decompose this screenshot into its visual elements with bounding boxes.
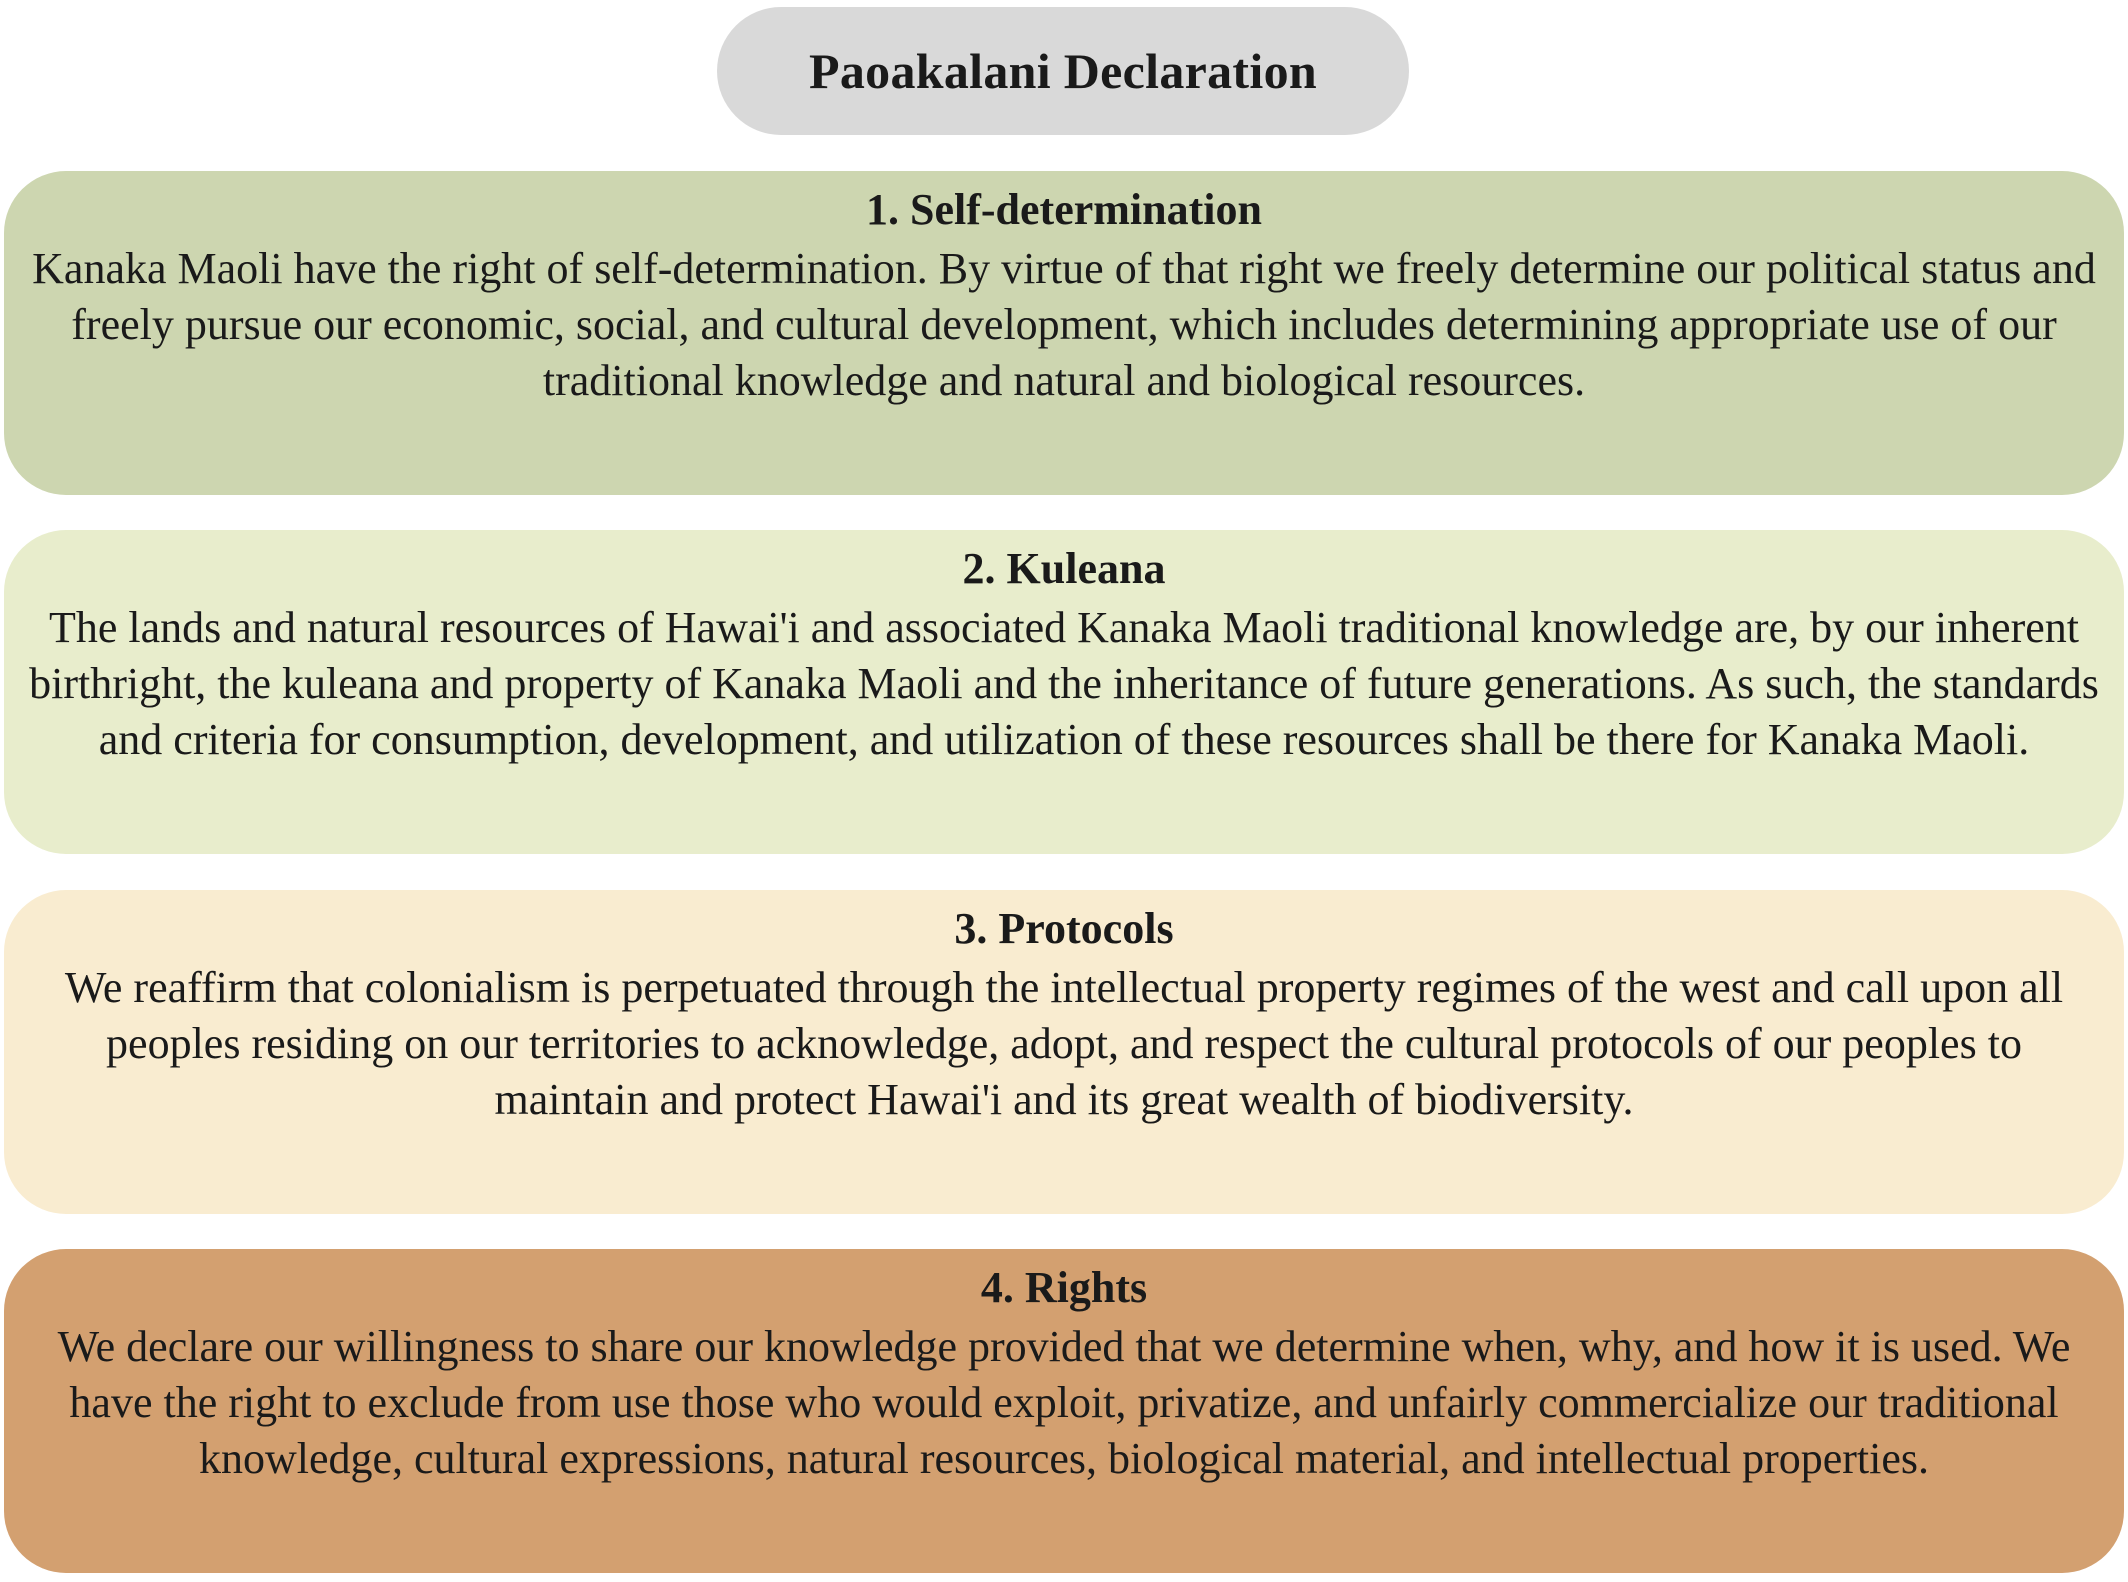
section-body: We declare our willingness to share our knowledge provided that we determine when, why, and how it is used. We have the right to exclude from use those who would exploit, privatize, and unfairly commercialize our traditional knowledge, cultural expressions, natural resources, biological material, and intellectual properties.: [57, 1322, 2071, 1483]
declaration-title: Paoakalani Declaration: [809, 43, 1317, 99]
section-heading: 4. Rights: [980, 1263, 1148, 1312]
section-heading: 1. Self-determination: [866, 185, 1262, 234]
section-body: The lands and natural resources of Hawai'i and associated Kanaka Maoli traditional knowledge are, by our inherent birthright, the kuleana and property of Kanaka Maoli and the inheritance of future generations. As such, the standards and criteria for consumption, development, and utilization of these resources shall be there for Kanaka Maoli.: [29, 603, 2099, 764]
section-kuleana: [4, 530, 2124, 854]
section-protocols: [4, 890, 2124, 1214]
section-body: Kanaka Maoli have the right of self-determination. By virtue of that right we freely determine our political status and freely pursue our economic, social, and cultural development, which includes determining appropriate use of our traditional knowledge and natural and biological resources.: [32, 244, 2096, 405]
section-body: We reaffirm that colonialism is perpetuated through the intellectual property regimes of the west and call upon all peoples residing on our territories to acknowledge, adopt, and respect the cultural protocols of our peoples to maintain and protect Hawai'i and its great wealth of biodiversity.: [64, 963, 2064, 1124]
section-self-determination: [4, 171, 2124, 495]
declaration-title-pill: [717, 7, 1409, 135]
section-rights: [4, 1249, 2124, 1573]
section-heading: 2. Kuleana: [962, 544, 1166, 593]
section-heading: 3. Protocols: [954, 904, 1174, 953]
